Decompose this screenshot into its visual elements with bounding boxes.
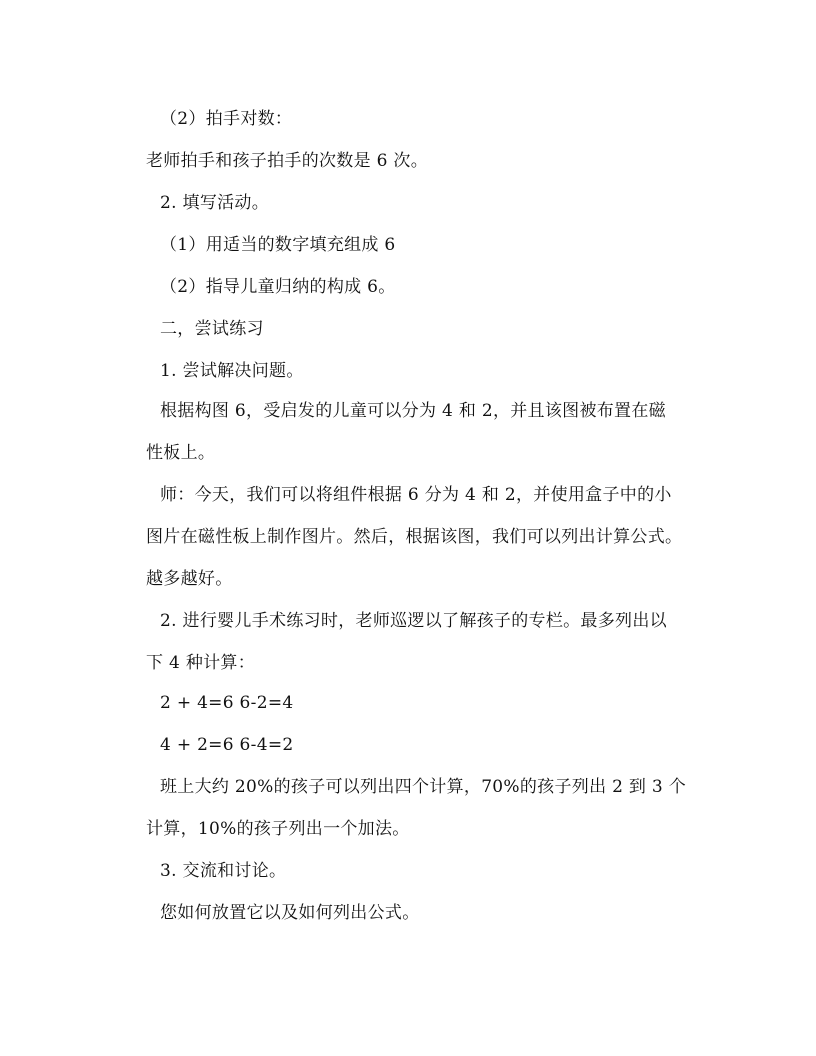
paragraph-line: 师：今天，我们可以将组件根据 6 分为 4 和 2，并使用盒子中的小 [160, 485, 672, 505]
paragraph-line: 班上大约 20%的孩子可以列出四个计算，70%的孩子列出 2 到 3 个 [160, 777, 687, 797]
paragraph-line: 老师拍手和孩子拍手的次数是 6 次。 [146, 151, 429, 171]
paragraph-line: 图片在磁性板上制作图片。然后，根据该图，我们可以列出计算公式。 [146, 527, 683, 547]
paragraph-line: 计算，10%的孩子列出一个加法。 [146, 819, 410, 839]
equation-line: 4 + 2=6 6-4=2 [160, 735, 294, 755]
list-item: （2）指导儿童归纳的构成 6。 [160, 277, 396, 297]
paragraph-line: 性板上。 [146, 443, 216, 463]
paragraph-line: 您如何放置它以及如何列出公式。 [160, 903, 420, 923]
paragraph-line: 越多越好。 [146, 569, 233, 589]
subheading-clap-count: （2）拍手对数： [160, 109, 293, 129]
list-item: （1）用适当的数字填充组成 6 [160, 235, 396, 255]
heading-fill-activity: 2. 填写活动。 [160, 193, 270, 213]
heading-discussion: 3. 交流和讨论。 [160, 861, 287, 881]
heading-solve-problem: 1. 尝试解决问题。 [160, 361, 304, 381]
paragraph-line: 根据构图 6，受启发的儿童可以分为 4 和 2，并且该图被布置在磁 [160, 401, 666, 421]
paragraph-line: 下 4 种计算： [146, 653, 256, 673]
section-heading-try-practice: 二，尝试练习 [160, 319, 264, 339]
paragraph-line: 2. 进行婴儿手术练习时，老师巡逻以了解孩子的专栏。最多列出以 [160, 611, 667, 631]
equation-line: 2 + 4=6 6-2=4 [160, 693, 294, 713]
